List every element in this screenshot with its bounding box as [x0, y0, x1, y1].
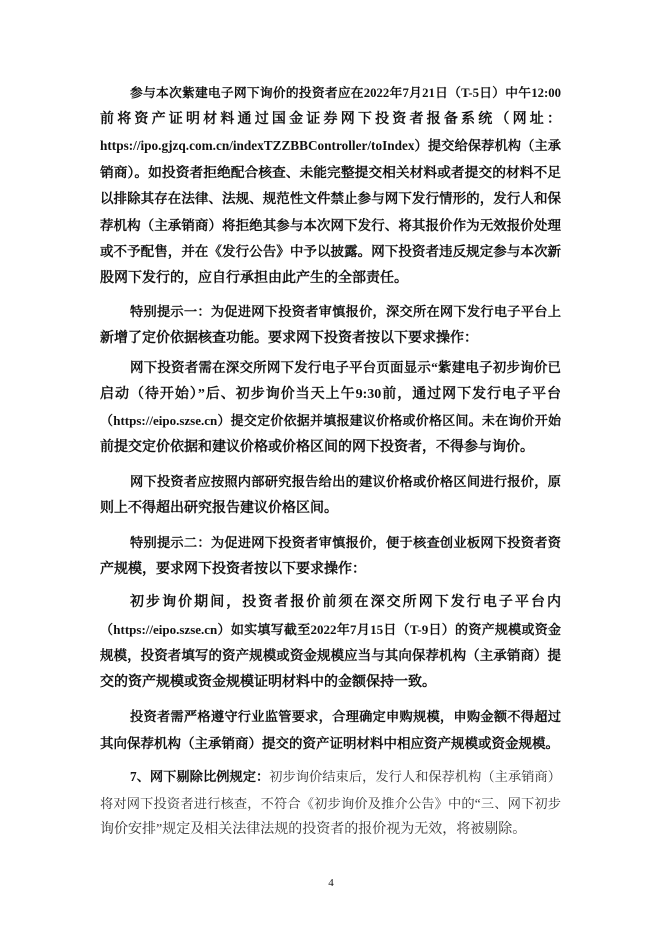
paragraph-1-line: 以排除其存在法律、法规、规范性文件禁止参与网下发行情形的，发行人和保	[100, 191, 561, 206]
paragraph-4-line: 网下投资者应按照内部研究报告给出的建议价格或价格区间进行报价，原	[130, 474, 561, 489]
paragraph-3-line: 网下投资者需在深交所网下发行电子平台页面显示“紫建电子初步询价已	[130, 360, 561, 375]
paragraph-3-line: （https://eipo.szse.cn）提交定价依据并填报建议价格或价格区间。未在询价开始	[100, 413, 561, 428]
paragraph-6-line: 规模，投资者填写的资产规模或资金规模应当与其向保荐机构（主承销商）提	[100, 648, 561, 663]
paragraph-5-line: 特别提示二：为促进网下投资者审慎报价，便于核查创业板网下投资者资	[130, 535, 561, 550]
paragraph-6-line: 交的资产规模或资金规模证明材料中的金额保持一致。	[100, 674, 436, 690]
paragraph-6-line: （https://eipo.szse.cn）如实填写截至2022年7月15日（T-9日）的资产规模或资金	[100, 621, 561, 637]
paragraph-7-line: 其向保荐机构（主承销商）提交的资产证明材料中相应资产规模或资金规模。	[100, 735, 559, 751]
paragraph-4-line: 则上不得超出研究报告建议价格区间。	[100, 500, 338, 516]
section-heading: 7、网下剔除比例规定：	[130, 769, 270, 784]
final-paragraph-line: 询价安排”规定及相关法律法规的投资者的报价视为无效，将被剔除。	[100, 822, 527, 837]
paragraph-1-line: 前将资产证明材料通过国金证券网下投资者报备系统（网址：	[100, 111, 561, 127]
paragraph-1-line: 股网下发行的，应自行承担由此产生的全部责任。	[100, 270, 408, 286]
final-paragraph-line: 将对网下投资者进行核查，不符合《初步询价及推介公告》中的“三、网下初步	[100, 795, 561, 811]
paragraph-3-line: 启动（待开始）”后、初步询价当天上午9:30前，通过网下发行电子平台	[100, 386, 561, 402]
paragraph-1-line: 参与本次紫建电子网下询价的投资者应在2022年7月21日（T-5日）中午12:00	[130, 86, 561, 100]
paragraph-7-line: 投资者需严格遵守行业监管要求，合理确定申购规模，申购金额不得超过	[130, 709, 561, 724]
section-text: 初步询价结束后，发行人和保荐机构（主承销商）	[269, 769, 561, 784]
paragraph-2-line: 新增了定价依据核查功能。要求网下投资者按以下要求操作：	[100, 330, 478, 346]
paragraph-1-line: 荐机构（主承销商）将拒绝其参与本次网下发行、将其报价作为无效报价处理	[100, 217, 561, 233]
final-paragraph-first-line	[130, 767, 561, 787]
paragraph-1-line: 或不予配售，并在《发行公告》中予以披露。网下投资者违反规定参与本次新	[100, 244, 561, 259]
paragraph-2-line: 特别提示一：为促进网下投资者审慎报价，深交所在网下发行电子平台上	[130, 304, 561, 319]
paragraph-1-line: https://ipo.gjzq.com.cn/indexTZZBBController/toIndex）提交给保荐机构（主承	[100, 138, 561, 153]
paragraph-3-line: 前提交定价依据和建议价格或价格区间的网下投资者，不得参与询价。	[100, 439, 534, 455]
page-number: 4	[328, 877, 334, 889]
paragraph-5-line: 产规模，要求网下投资者按以下要求操作：	[100, 561, 366, 577]
paragraph-1-line: 销商）。如投资者拒绝配合核查、未能完整提交相关材料或者提交的材料不足	[100, 164, 561, 180]
paragraph-6-line: 初步询价期间，投资者报价前须在深交所网下发行电子平台内	[130, 595, 561, 610]
